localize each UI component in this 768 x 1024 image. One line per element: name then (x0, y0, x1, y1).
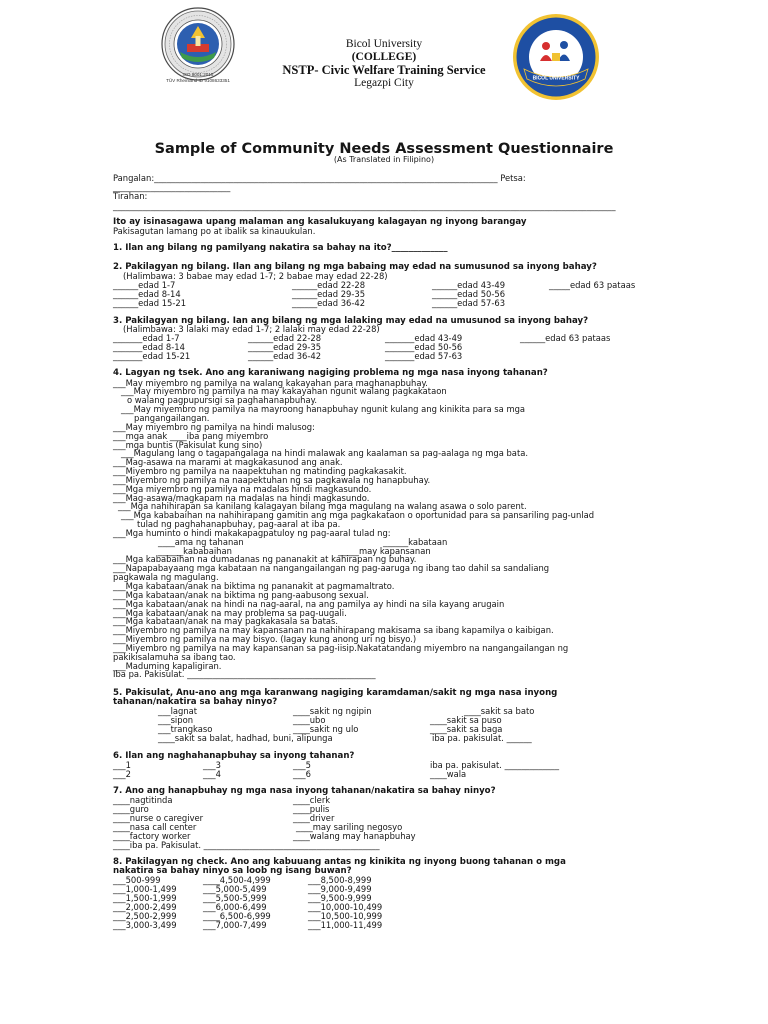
q5-option: ___sipon (158, 714, 194, 725)
q8-option: ___1,000-1,499 (113, 883, 177, 894)
q8-option: ___9,000-9,499 (308, 883, 372, 894)
q3-option: _______edad 15-21 (113, 350, 191, 361)
q4-item: ___Mga kabataan/anak na may problema sa pag-uugali. (113, 607, 347, 618)
q4-item: ___Mga huminto o hindi makakapagpatuloy ng pag-aaral tulad ng: (113, 527, 391, 538)
q4-item-continuation: tulad ng paghahanapbuhay, pag-aaral at iba pa. (137, 519, 341, 530)
q5-option: ___lagnat (158, 705, 198, 716)
q4-dropout-option: ______kabataan (383, 536, 448, 547)
q8-option: ___5,000-5,499 (203, 883, 267, 894)
q3-option: _______edad 50-56 (385, 341, 463, 352)
q8-option: ___5,500-5,999 (203, 892, 267, 903)
question-8-prompt-continuation: nakatira sa bahay ninyo sa loob ng isang buwan? (113, 865, 352, 876)
q4-item: ___Mag-asawa/magkapam na madalas na hindi magkasundo. (113, 492, 370, 503)
q4-item-continuation: pagkawala ng magulang. (113, 572, 219, 583)
q4-item: ___Mga kabataan/anak na may pagkakasala sa batas. (113, 616, 339, 627)
q6-row (113, 759, 560, 770)
q4-other-line: Iba pa. Pakisulat. _____________________________________________ (113, 669, 376, 680)
q6-option: ___4 (203, 768, 221, 779)
q4-item: ___May miyembro ng pamilya na mayroong hanapbuhay ngunit kulang ang kinikita para sa mga (121, 404, 526, 415)
q4-item: ___Miyembro ng pamilya na may bisyo. (Iagay kung anong uri ng bisyo.) (113, 634, 417, 645)
page-subtitle: (As Translated in Filipino) (333, 155, 435, 164)
question-1 (113, 244, 448, 253)
q3-option: ______edad 22-28 (248, 333, 322, 344)
q7-option: ____pulis (293, 803, 330, 814)
question-7 (113, 787, 496, 850)
q6-option: ___2 (113, 768, 131, 779)
header-university: Bicol University (345, 38, 423, 50)
q8-row (113, 921, 566, 930)
intro-instruction: Pakisagutan lamang po at ibalik sa kinauukulan. (113, 225, 316, 236)
header-college: (COLLEGE) (351, 51, 417, 63)
q2-option: ______edad 36-42 (292, 297, 366, 308)
q4-dropout-option: ______kababaihan (158, 545, 232, 556)
q5-option: ____ubo (293, 714, 326, 725)
q4-item: ___Maduming kapaligiran. (113, 660, 222, 671)
q7-option: ____driver (293, 812, 335, 823)
q4-item: ___Mga kabataan/anak na biktima ng pang-aabusong sexual. (113, 589, 369, 600)
q4-item: ___May miyembro ng pamilya na hindi malusog: (113, 421, 315, 432)
q4-item: ___Mag-asawa na marami at magkakasunod ang anak. (113, 457, 343, 468)
q7-option: ____clerk (293, 794, 331, 805)
q8-option: ___2,000-2,499 (113, 901, 177, 912)
q4-item: ___mga anak ____iba pang miyembro (113, 430, 269, 441)
q4-item: ___Miyembro ng pamilya na may kapansanan na nahihirapang makisama sa ibang kapamilya o kaibigan. (113, 625, 554, 636)
q4-item: ___Miyembro ng pamilya na naapektuhan ng sa pagkawala ng hanapbuhay. (113, 474, 431, 485)
question-8-prompt: 8. Pakilagyan ng check. Ano ang kabuuang antas ng kinikita ng inyong buong tahanan o mga (113, 856, 566, 867)
q6-option: ____wala (430, 768, 467, 779)
q5-option: ____sakit sa puso (430, 714, 502, 725)
q2-option: ______edad 29-35 (292, 288, 366, 299)
q4-dropout-option: _____may kapansanan (338, 545, 431, 556)
q6-other-line: iba pa. pakisulat. _____________ (430, 759, 560, 770)
q5-option: ____sakit sa balat, hadhad, buni, alipunga (158, 732, 333, 743)
question-2 (113, 261, 636, 308)
q2-option: ______edad 15-21 (113, 297, 187, 308)
q3-option: _______edad 43-49 (385, 333, 463, 344)
q8-option: ___1,500-1,999 (113, 892, 177, 903)
q5-option: ____sakit ng ulo (293, 723, 359, 734)
question-4-prompt: 4. Lagyan ng tsek. Ano ang karaniwang nagiging problema ng mga nasa inyong tahanan? (113, 367, 548, 378)
q3-row (113, 352, 588, 361)
q3-option: _______edad 8-14 (113, 341, 185, 352)
name-date-line: Pangalan:__________________________________________________________________________________ Petsa: (113, 172, 526, 183)
q8-option: ___500-999 (113, 874, 161, 885)
q2-option: ______edad 22-28 (292, 279, 366, 290)
q5-option: ____sakit ng ngipin (293, 705, 372, 716)
question-8 (113, 858, 566, 930)
q8-option: ___3,000-3,499 (113, 919, 177, 930)
q3-option: ______edad 63 pataas (520, 333, 611, 344)
q2-option: ______edad 1-7 (113, 279, 176, 290)
q4-item: ___Napapabayaang mga kabataan na nangangailangan ng pag-aaruga ng ibang tao dahil sa sandaliang (113, 563, 550, 574)
question-2-example: (Halimbawa: 3 babae may edad 1-7; 2 babae may edad 22-28) (123, 270, 388, 281)
q4-item: ___Mga kababaihan na nahihirapang gamitin ang mga pagkakataon o oportunidad para sa pansariling pag-unlad (121, 510, 595, 521)
q2-option: ______edad 50-56 (432, 288, 506, 299)
q4-dropout-option: ____ama ng tahanan (158, 536, 244, 547)
logo-banner-text: BICOL UNIVERSITY (532, 75, 580, 82)
q5-option: ___trangkaso (158, 723, 213, 734)
question-6 (113, 750, 560, 779)
q3-option: ______edad 29-35 (248, 341, 322, 352)
q8-option: ____6,500-6,999 (203, 910, 271, 921)
q6-option: ___5 (293, 759, 311, 770)
question-4-items (113, 379, 594, 680)
q8-option: ___10,000-10,499 (308, 901, 383, 912)
q4-item: ___Miyembro ng pamilya na may kapansanan sa pag-iisip.Nakatatandang miyembro na nangangailangan ng (113, 642, 569, 653)
q8-option: ___11,000-11,499 (308, 919, 383, 930)
q7-option: ____nurse o caregiver (113, 812, 204, 823)
q4-item: ___Mga kabataan/anak na hindi na nag-aaral, na ang pamilya ay hindi na sila kayang arugain (113, 598, 505, 609)
q2-option: ______edad 8-14 (113, 288, 181, 299)
question-7-prompt: 7. Ano ang hanapbuhay ng mga nasa inyong tahanan/nakatira sa bahay ninyo? (113, 785, 496, 796)
q7-option: ____guro (113, 803, 149, 814)
respondent-fields (113, 174, 616, 212)
question-1-prompt: 1. Ilan ang bilang ng pamilyang nakatira sa bahay na ito?_____________ (113, 242, 448, 253)
q6-option: ___3 (203, 759, 221, 770)
q4-item-continuation: pakikisalamuha sa ibang tao. (113, 651, 236, 662)
page-title: Sample of Community Needs Assessment Questionnaire (154, 141, 614, 157)
address-line: ________________________________________________________________________________________________________________________ (113, 200, 616, 211)
q7-option: ____may sariling negosyo (296, 821, 403, 832)
question-3-example: (Halimbawa: 3 lalaki may edad 1-7; 2 lalaki may edad 22-28) (123, 324, 380, 335)
q7-option: ____nasa call center (113, 821, 197, 832)
q8-option: ___7,000-7,499 (203, 919, 267, 930)
q2-option: ______edad 57-63 (432, 297, 506, 308)
q6-option: ___6 (293, 768, 311, 779)
address-label: Tirahan: (113, 191, 148, 202)
q2-row (113, 299, 597, 308)
q4-item: ___Mga kababaihan na dumadanas ng pananakit at kahirapan ng buhay. (113, 554, 417, 565)
iso-standard-text: ISO 9001:2015 (182, 72, 214, 77)
q2-option: ______edad 43-49 (432, 279, 506, 290)
q2-option: _____edad 63 pataas (549, 279, 636, 290)
q4-item-continuation: pangangailangan. (134, 412, 210, 423)
header-program: NSTP- Civic Welfare Training Service (282, 63, 486, 77)
q3-option: _______edad 57-63 (385, 350, 463, 361)
q5-option: ____sakit sa baga (430, 723, 503, 734)
question-5-prompt-continuation: tahanan/nakatira sa bahay ninyo? (113, 696, 278, 707)
q8-option: ___8,500-8,999 (308, 874, 372, 885)
question-5-prompt: 5. Pakisulat, Anu-ano ang mga karanwang nagiging karamdaman/sakit ng mga nasa inyong (113, 687, 558, 698)
q7-option: ____factory worker (113, 830, 191, 841)
q6-option: ___1 (113, 759, 131, 770)
q3-option: ______edad 36-42 (248, 350, 322, 361)
date-line-continuation: ____________________________ (113, 181, 231, 192)
q4-item: ___Mga miyembro ng pamilya na madalas hindi magkasundo. (113, 483, 372, 494)
q7-other-line: ____iba pa. Pakisulat. __________________________________________ (113, 839, 380, 850)
q4-item: ___mga buntis (Pakisulat kung sino) (113, 439, 263, 450)
q7-option: ____nagtitinda (113, 794, 173, 805)
q7-option: ____walang may hanapbuhay (293, 830, 416, 841)
q5-option: ____sakit sa bato (464, 705, 535, 716)
q8-option: ___6,000-6,499 (203, 901, 267, 912)
header-city: Legazpi City (354, 77, 414, 89)
q8-option: ___2,500-2,999 (113, 910, 177, 921)
question-5 (113, 689, 557, 743)
q3-option: _______edad 1-7 (113, 333, 180, 344)
q5-row (113, 734, 557, 743)
intro (113, 218, 527, 236)
question-6-prompt: 6. Ilan ang naghahanapbuhay sa inyong tahanan? (113, 750, 355, 761)
q6-row (113, 768, 467, 779)
q4-item-continuation: o walang pagpupursigi sa paghahanapbuhay. (127, 395, 318, 406)
q8-option: ___10,500-10,999 (308, 910, 383, 921)
intro-purpose: Ito ay isinasagawa upang malaman ang kasalukuyang kalagayan ng inyong barangay (113, 216, 527, 227)
q5-other-line: iba pa. pakisulat. ______ (432, 732, 532, 743)
q4-item: ___Mga nahihirapan sa kanilang kalagayan bilang mga magulang na walang asawa o solo parent. (118, 501, 527, 512)
question-3-prompt: 3. Pakilagyan ng bilang. Ian ang bilang ng mga lalaking may edad na umusunod sa inyong bahay? (113, 315, 589, 326)
q8-option: ___9,500-9,999 (308, 892, 372, 903)
question-3 (113, 315, 611, 361)
q4-item: ___Mga kabataan/anak na biktima ng pananakit at pagmamaltrato. (113, 581, 395, 591)
q4-item: ___May miyembro ng pamilya na may kakayahan ngunit walang pagkakataon (121, 386, 447, 397)
question-2-prompt: 2. Pakilagyan ng bilang. Ilan ang bilang ng mga babaing may edad na sumusunod sa inyong bahay? (113, 261, 597, 272)
q4-item: ___Miyembro ng pamilya na naapektuhan ng matinding pagkakasakit. (113, 466, 407, 477)
q4-item: ___May miyembro ng pamilya na walang kakayahan para maghanapbuhay. (113, 377, 428, 388)
q8-option: ____4,500-4,999 (203, 874, 271, 885)
question-4 (113, 369, 548, 378)
q4-item: ___Magulang lang o tagapangalaga na hindi malawak ang kaalaman sa pag-aalaga ng mga bata. (121, 448, 529, 459)
iso-certifier-text: TÜV Rheinland ID 9108633351 (166, 77, 230, 83)
